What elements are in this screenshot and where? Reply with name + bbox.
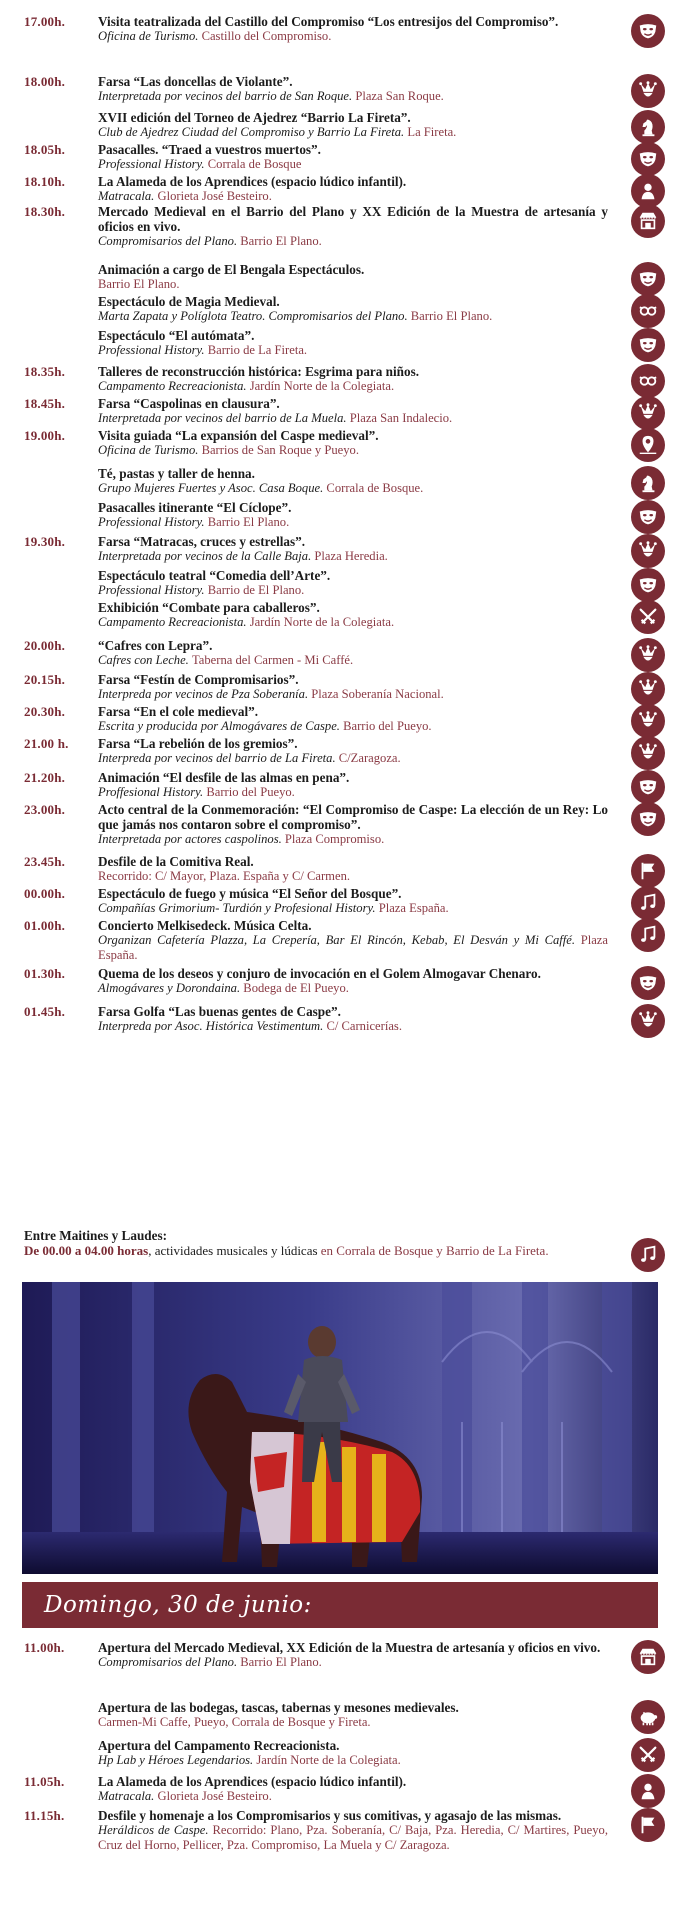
event-place: Corrala de Bosque [207, 157, 302, 171]
crossed-swords-icon [631, 600, 665, 634]
event-body [98, 74, 608, 104]
event-time: 18.00h. [24, 74, 66, 89]
event-details [98, 343, 608, 358]
event-time: 18.35h. [24, 364, 66, 379]
event-place: Barrio del Pueyo. [206, 785, 295, 799]
event-title: Farsa “En el cole medieval”. [98, 704, 259, 719]
event-organizer: Grupo Mujeres Fuertes y Asoc. Casa Boque. [98, 481, 324, 495]
event-body [98, 802, 608, 847]
crossed-swords-icon [631, 1738, 665, 1772]
event-place: Barrio de El Plano. [207, 583, 305, 597]
event-title: Apertura de las bodegas, tascas, tabernas y mesones medievales. [98, 1700, 459, 1715]
event-details [98, 443, 608, 458]
event-organizer: Interpretada por vecinos del barrio de La Muela. [98, 411, 347, 425]
event-body [98, 204, 608, 249]
event-details [98, 719, 608, 734]
event-organizer: Escrita y producida por Almogávares de Caspe. [98, 719, 340, 733]
event-details [98, 481, 608, 496]
event-details [98, 549, 608, 564]
event-time: 17.00h. [24, 14, 66, 29]
jester-icon [631, 672, 665, 706]
jester-icon [631, 1004, 665, 1038]
event-place: Bodega de El Pueyo. [243, 981, 349, 995]
event-title: La Alameda de los Aprendices (espacio lúdico infantil). [98, 174, 407, 189]
event-organizer: Campamento Recreacionista. [98, 379, 247, 393]
event-place: La Fireta. [407, 125, 457, 139]
event-details [98, 1753, 608, 1768]
event-details [98, 901, 608, 916]
event-body [98, 672, 608, 702]
event-place: Taberna del Carmen - Mi Caffé. [191, 653, 354, 667]
event-place: Carmen-Mi Caffe, Pueyo, Corrala de Bosque y Fireta. [98, 1715, 371, 1729]
event-organizer: Compañías Grimorium- Turdión y Profesional History. [98, 901, 376, 915]
event-title: Visita teatralizada del Castillo del Compromiso “Los entresijos del Compromiso”. [98, 14, 559, 29]
event-title: Acto central de la Conmemoración: “El Compromiso de Caspe: La elección de un Rey: Lo que jamás nos contaron sobre el compromiso”. [98, 802, 608, 832]
magic-icon [631, 364, 665, 398]
event-body [98, 1808, 608, 1852]
event-organizer: Club de Ajedrez Ciudad del Compromiso y Barrio La Fireta. [98, 125, 405, 139]
event-place: Barrio El Plano. [240, 234, 322, 248]
event-body [98, 428, 608, 458]
event-body [98, 142, 608, 172]
event-body [98, 736, 608, 766]
event-body [98, 328, 608, 358]
event-details [98, 1019, 608, 1034]
event-title: Farsa “Matracas, cruces y estrellas”. [98, 534, 306, 549]
event-organizer: Professional History. [98, 515, 205, 529]
event-body [98, 918, 608, 962]
event-organizer: Professional History. [98, 583, 205, 597]
magic-icon [631, 294, 665, 328]
event-title: Farsa “Festín de Compromisarios”. [98, 672, 299, 687]
event-place: Plaza Heredia. [314, 549, 388, 563]
mask-icon [631, 14, 665, 48]
event-organizer: Matracala. [98, 1789, 155, 1803]
chess-knight-icon [631, 466, 665, 500]
market-stall-icon [631, 204, 665, 238]
jester-icon [631, 638, 665, 672]
event-place: Recorrido: Plano, Pza. Soberanía, C/ Baja, Pza. Heredia, C/ Martires, Pueyo, Cruz del Horno, Pellicer, Pza. Compromiso, La Muela y C/ Zaragoza. [98, 1823, 608, 1852]
event-place: Barrio El Plano. [207, 515, 290, 529]
event-place: Recorrido: C/ Mayor, Plaza. España y C/ Carmen. [98, 869, 351, 883]
jester-icon [631, 534, 665, 568]
event-body [98, 466, 608, 496]
event-title: Pasacalles itinerante “El Cíclope”. [98, 500, 292, 515]
event-title: Espectáculo teatral “Comedia dell’Arte”. [98, 568, 331, 583]
event-place: C/ Carnicerías. [326, 1019, 402, 1033]
event-organizer: Interpretada por actores caspolinos. [98, 832, 282, 846]
event-time: 18.45h. [24, 396, 66, 411]
event-organizer: Compromisarios del Plano. [98, 234, 238, 248]
event-title: Quema de los deseos y conjuro de invocación en el Golem Almogavar Chenaro. [98, 966, 541, 981]
event-details [98, 1823, 608, 1852]
event-place: Barrio El Plano. [410, 309, 493, 323]
event-place: Barrio El Plano. [240, 1655, 322, 1669]
event-organizer: Professional History. [98, 343, 205, 357]
jester-icon [631, 396, 665, 430]
event-details [98, 933, 608, 962]
event-time: 21.20h. [24, 770, 66, 785]
event-organizer: Professional History. [98, 157, 205, 171]
jester-icon [631, 74, 665, 108]
event-title: Farsa “La rebelión de los gremios”. [98, 736, 298, 751]
jester-icon [631, 704, 665, 738]
event-body [98, 854, 608, 884]
event-title: Animación “El desfile de las almas en pena”. [98, 770, 350, 785]
event-title: La Alameda de los Aprendices (espacio lúdico infantil). [98, 1774, 407, 1789]
event-organizer: Hp Lab y Héroes Legendarios. [98, 1753, 254, 1767]
event-body [98, 534, 608, 564]
event-details [98, 89, 608, 104]
event-body [98, 600, 608, 630]
event-title: Pasacalles. “Traed a vuestros muertos”. [98, 142, 321, 157]
event-organizer: Proffesional History. [98, 785, 204, 799]
event-details [98, 189, 608, 204]
event-body [98, 396, 608, 426]
event-body [98, 886, 608, 916]
entre-title: Entre Maitines y Laudes: [24, 1228, 167, 1243]
event-body [98, 262, 608, 292]
event-details [98, 653, 608, 668]
mask-icon [631, 966, 665, 1000]
event-body [98, 966, 608, 996]
event-time: 11.15h. [24, 1808, 65, 1823]
event-body [98, 704, 608, 734]
event-title: Talleres de reconstrucción histórica: Esgrima para niños. [98, 364, 420, 379]
event-place: Castillo del Compromiso. [201, 29, 332, 43]
domingo-title: Domingo, 30 de junio: [44, 1592, 312, 1618]
event-body [98, 110, 608, 140]
mask-icon [631, 328, 665, 362]
event-place: Plaza Soberanía Nacional. [311, 687, 444, 701]
event-title: Concierto Melkisedeck. Música Celta. [98, 918, 312, 933]
event-title: Farsa “Caspolinas en clausura”. [98, 396, 280, 411]
child-icon [631, 1774, 665, 1808]
event-title: Espectáculo “El autómata”. [98, 328, 255, 343]
event-body [98, 364, 608, 394]
event-place: Plaza San Indalecio. [349, 411, 453, 425]
event-place: Jardín Norte de la Colegiata. [249, 615, 395, 629]
mask-icon [631, 770, 665, 804]
event-details [98, 869, 608, 884]
event-place: Plaza Compromiso. [284, 832, 385, 846]
event-time: 01.00h. [24, 918, 66, 933]
event-organizer: Compromisarios del Plano. [98, 1655, 238, 1669]
mask-icon [631, 500, 665, 534]
event-time: 00.00h. [24, 886, 66, 901]
event-time: 19.30h. [24, 534, 66, 549]
event-title: Animación a cargo de El Bengala Espectáculos. [98, 262, 365, 277]
event-time: 21.00 h. [24, 736, 69, 751]
pig-icon [631, 1700, 665, 1734]
event-body [98, 1700, 608, 1730]
event-time: 18.05h. [24, 142, 66, 157]
event-title: Mercado Medieval en el Barrio del Plano y XX Edición de la Muestra de artesanía y oficios en vivo. [98, 204, 608, 234]
event-title: Té, pastas y taller de henna. [98, 466, 255, 481]
event-place: Barrios de San Roque y Pueyo. [201, 443, 359, 457]
event-title: Farsa “Las doncellas de Violante”. [98, 74, 293, 89]
event-title: Apertura del Mercado Medieval, XX Edición de la Muestra de artesanía y oficios en vivo. [98, 1640, 601, 1655]
event-title: Desfile de la Comitiva Real. [98, 854, 254, 869]
event-organizer: Interpretada por vecinos de la Calle Baja. [98, 549, 312, 563]
event-details [98, 515, 608, 530]
event-place: Barrio del Pueyo. [343, 719, 432, 733]
event-body [98, 14, 608, 44]
event-details [98, 615, 608, 630]
event-title: Espectáculo de Magia Medieval. [98, 294, 280, 309]
event-body [98, 1774, 608, 1804]
event-body [98, 1640, 608, 1670]
entre-activities: , actividades musicales y lúdicas [148, 1243, 318, 1258]
event-body [98, 500, 608, 530]
event-details [98, 411, 608, 426]
event-title: Espectáculo de fuego y música “El Señor del Bosque”. [98, 886, 402, 901]
event-time: 01.45h. [24, 1004, 66, 1019]
knight-on-horse-photo [22, 1282, 658, 1574]
entre-desc [24, 1243, 614, 1258]
event-organizer: Heráldicos de Caspe. [98, 1823, 209, 1837]
event-time: 19.00h. [24, 428, 66, 443]
event-details [98, 277, 608, 292]
event-details [98, 29, 608, 44]
event-organizer: Almogávares y Dorondaina. [98, 981, 241, 995]
event-body [98, 294, 608, 324]
event-time: 01.30h. [24, 966, 66, 981]
event-time: 20.30h. [24, 704, 66, 719]
event-organizer: Cafres con Leche. [98, 653, 189, 667]
event-place: Jardín Norte de la Colegiata. [256, 1753, 401, 1767]
event-organizer: Oficina de Turismo. [98, 443, 199, 457]
event-title: Apertura del Campamento Recreacionista. [98, 1738, 340, 1753]
map-pin-icon [631, 428, 665, 462]
event-details [98, 981, 608, 996]
market-stall-icon [631, 1640, 665, 1674]
event-organizer: Oficina de Turismo. [98, 29, 199, 43]
event-organizer: Interpreda por vecinos del barrio de La Fireta. [98, 751, 336, 765]
chess-knight-icon [631, 110, 665, 144]
event-details [98, 785, 608, 800]
event-place: Plaza San Roque. [355, 89, 444, 103]
event-organizer: Campamento Recreacionista. [98, 615, 247, 629]
entre-lead: De 00.00 a 04.00 horas [24, 1243, 149, 1258]
event-details [98, 309, 608, 324]
event-title: Exhibición “Combate para caballeros”. [98, 600, 320, 615]
music-note-icon [631, 1238, 665, 1272]
event-details [98, 1789, 608, 1804]
event-organizer: Marta Zapata y Políglota Teatro. Compromisarios del Plano. [98, 309, 408, 323]
entre-place: en Corrala de Bosque y Barrio de La Fireta. [317, 1243, 549, 1258]
event-body [98, 638, 608, 668]
event-details [98, 1715, 608, 1730]
mask-icon [631, 142, 665, 176]
flag-icon [631, 1808, 665, 1842]
mask-icon [631, 568, 665, 602]
flag-icon [631, 854, 665, 888]
event-time: 20.15h. [24, 672, 66, 687]
event-time: 23.00h. [24, 802, 66, 817]
event-body [98, 1738, 608, 1768]
child-icon [631, 174, 665, 208]
event-details [98, 687, 608, 702]
event-details [98, 234, 608, 249]
mask-icon [631, 262, 665, 296]
music-note-icon [631, 886, 665, 920]
event-organizer: Interpreda por Asoc. Histórica Vestimentum. [98, 1019, 324, 1033]
event-organizer: Interpreda por vecinos de Pza Soberanía. [98, 687, 309, 701]
event-time: 18.10h. [24, 174, 66, 189]
event-title: Farsa Golfa “Las buenas gentes de Caspe”. [98, 1004, 341, 1019]
mask-icon [631, 802, 665, 836]
entre-maitines-block [24, 1228, 614, 1258]
event-body [98, 568, 608, 598]
event-place: Plaza España. [378, 901, 449, 915]
event-title: Visita guiada “La expansión del Caspe medieval”. [98, 428, 379, 443]
event-organizer: Organizan Cafetería Plazza, La Crepería, Bar El Rincón, Kebab, El Desván y Mi Caffé. [98, 933, 576, 947]
event-details [98, 832, 608, 847]
event-place: Glorieta José Besteiro. [157, 1789, 272, 1803]
event-time: 18.30h. [24, 204, 66, 219]
event-body [98, 174, 608, 204]
event-place: Barrio de La Fireta. [207, 343, 308, 357]
event-place: Glorieta José Besteiro. [157, 189, 272, 203]
domingo-header [22, 1582, 658, 1628]
event-body [98, 770, 608, 800]
event-time: 20.00h. [24, 638, 66, 653]
jester-icon [631, 736, 665, 770]
event-title: Desfile y homenaje a los Compromisarios y sus comitivas, y agasajo de las mismas. [98, 1808, 562, 1823]
event-details [98, 583, 608, 598]
event-time: 11.00h. [24, 1640, 65, 1655]
event-body [98, 1004, 608, 1034]
event-place: Corrala de Bosque. [326, 481, 424, 495]
music-note-icon [631, 918, 665, 952]
event-details [98, 157, 608, 172]
event-details [98, 751, 608, 766]
event-details [98, 379, 608, 394]
event-organizer: Interpretada por vecinos del barrio de San Roque. [98, 89, 353, 103]
event-details [98, 125, 608, 140]
event-place: Barrio El Plano. [98, 277, 180, 291]
event-place: Plaza España. [98, 933, 608, 962]
event-organizer: Matracala. [98, 189, 155, 203]
event-time: 11.05h. [24, 1774, 65, 1789]
event-details [98, 1655, 608, 1670]
event-place: C/Zaragoza. [338, 751, 401, 765]
event-title: “Cafres con Lepra”. [98, 638, 213, 653]
event-time: 23.45h. [24, 854, 66, 869]
event-title: XVII edición del Torneo de Ajedrez “Barrio La Fireta”. [98, 110, 411, 125]
event-place: Jardín Norte de la Colegiata. [249, 379, 395, 393]
